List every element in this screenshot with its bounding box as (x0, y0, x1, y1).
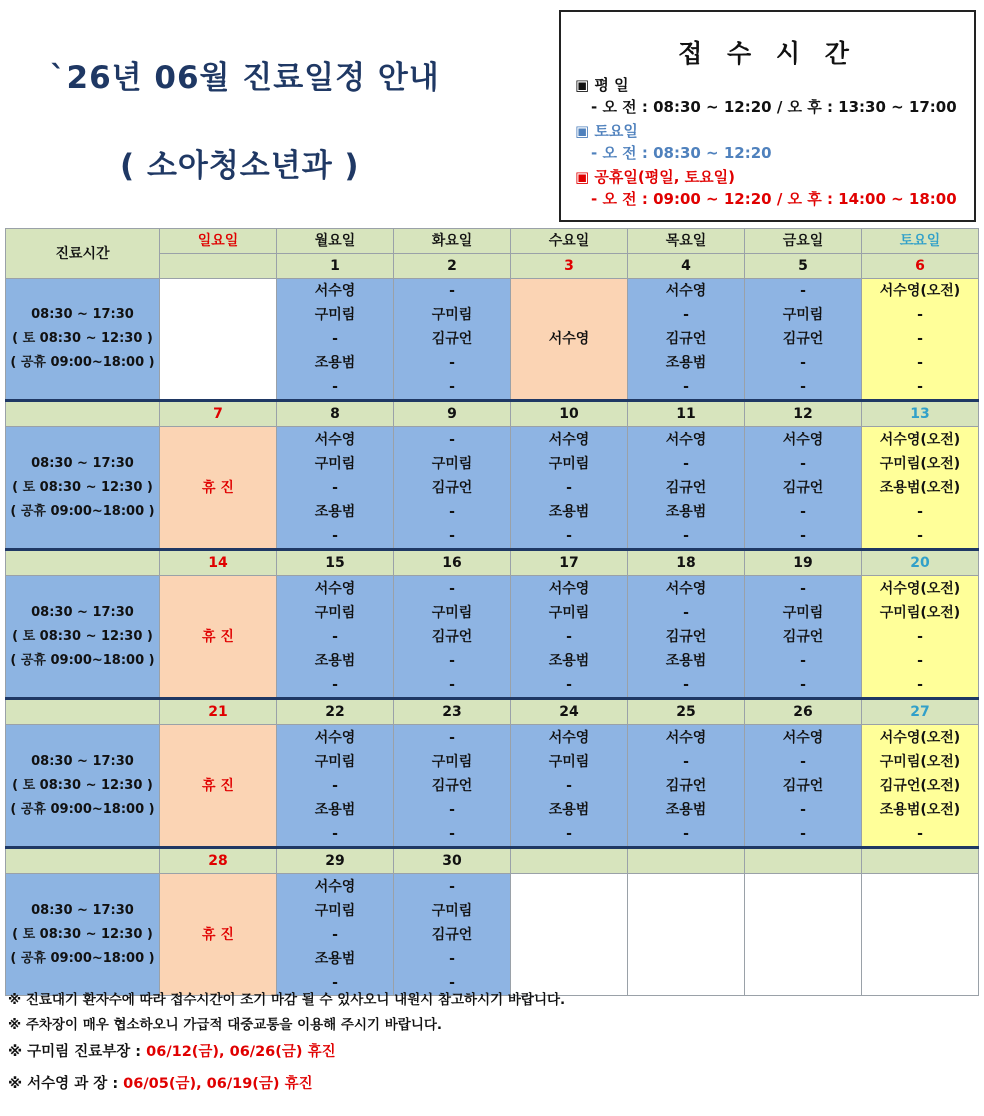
doctor-schedule-cell (394, 427, 511, 550)
no-doctor-mark: - (332, 331, 338, 347)
doctor-name: 서수영(오전) (879, 283, 961, 299)
doctor-name: 구미림 (314, 604, 356, 621)
doctor-name: 조용범 (548, 652, 590, 669)
doctor-name: 조용범 (314, 652, 356, 669)
no-doctor-mark: - (800, 527, 806, 544)
date-cell: 10 (511, 401, 628, 427)
no-doctor-mark: - (800, 379, 806, 395)
closed-day-cell (160, 874, 277, 996)
empty-day-cell (745, 874, 862, 996)
doctor-name: 구미림 (548, 604, 590, 621)
doctor-name: 조용범 (314, 801, 356, 818)
closed-label: 휴 진 (202, 479, 234, 496)
doctor-name: 조용범 (314, 355, 356, 371)
date-cell: 12 (745, 401, 862, 427)
no-doctor-mark: - (800, 676, 806, 693)
doctor-schedule-cell (277, 279, 394, 401)
date-cell: 9 (394, 401, 511, 427)
date-cell: 6 (862, 254, 979, 279)
no-doctor-mark: - (683, 455, 689, 472)
note-doctor-off-1-dates: 06/12(금), 06/26(금) 휴진 (146, 1044, 336, 1060)
note-doctor-off-2-dates: 06/05(금), 06/19(금) 휴진 (123, 1076, 313, 1092)
department-title: ( 소아청소년과 ) (120, 148, 360, 184)
date-cell: 2 (394, 254, 511, 279)
doctor-name: 구미림 (431, 307, 473, 323)
date-row-spacer (6, 848, 160, 874)
day-of-week-header: 일요일 (160, 229, 277, 254)
no-doctor-mark: - (449, 974, 455, 991)
doctor-name: 서수영 (665, 431, 707, 448)
doctor-schedule-cell (511, 279, 628, 401)
doctor-name: 구미림 (314, 902, 356, 919)
date-cell: 11 (628, 401, 745, 427)
doctor-schedule-cell (394, 279, 511, 401)
doctor-name: 구미림 (431, 604, 473, 621)
no-doctor-mark: - (683, 753, 689, 770)
clinic-hours-line: ( 공휴 09:00~18:00 ) (10, 950, 155, 966)
clinic-hours-line: 08:30 ~ 17:30 (31, 455, 134, 471)
doctor-name: 구미림 (548, 753, 590, 770)
day-of-week-header: 수요일 (511, 229, 628, 254)
no-doctor-mark: - (449, 825, 455, 842)
no-doctor-mark: - (800, 355, 806, 371)
no-doctor-mark: - (800, 580, 806, 597)
doctor-name: 조용범(오전) (879, 479, 961, 496)
doctor-schedule-cell (745, 427, 862, 550)
date-cell: 1 (277, 254, 394, 279)
doctor-name: 서수영 (314, 580, 356, 597)
date-cell (745, 848, 862, 874)
no-doctor-mark: - (332, 479, 338, 496)
no-doctor-mark: - (917, 503, 923, 520)
no-doctor-mark: - (800, 283, 806, 299)
doctor-schedule-cell (511, 427, 628, 550)
doctor-name: 구미림 (782, 604, 824, 621)
no-doctor-mark: - (332, 628, 338, 645)
doctor-schedule-cell (628, 725, 745, 848)
no-doctor-mark: - (332, 379, 338, 395)
no-doctor-mark: - (449, 283, 455, 299)
doctor-name: 김규언 (431, 479, 473, 496)
no-doctor-mark: - (917, 628, 923, 645)
schedule-calendar (5, 228, 979, 996)
no-doctor-mark: - (683, 307, 689, 323)
doctor-name: 김규언 (665, 777, 707, 794)
date-cell: 3 (511, 254, 628, 279)
doctor-name: 서수영 (314, 878, 356, 895)
holiday-hours: - 오 전 : 09:00 ~ 12:20 / 오 후 : 14:00 ~ 18:00 (591, 190, 957, 208)
no-doctor-mark: - (332, 527, 338, 544)
clinic-hours-line: ( 공휴 09:00~18:00 ) (10, 801, 155, 817)
doctor-schedule-cell (277, 576, 394, 699)
date-cell: 30 (394, 848, 511, 874)
date-cell: 26 (745, 699, 862, 725)
clinic-hours-line: ( 토 08:30 ~ 12:30 ) (12, 331, 153, 346)
date-cell: 19 (745, 550, 862, 576)
no-doctor-mark: - (566, 527, 572, 544)
weekday-hours: - 오 전 : 08:30 ~ 12:20 / 오 후 : 13:30 ~ 17:00 (591, 98, 957, 116)
clinic-hours-cell (6, 874, 160, 996)
clinic-hours-line: ( 공휴 09:00~18:00 ) (10, 503, 155, 519)
no-doctor-mark: - (449, 580, 455, 597)
no-doctor-mark: - (566, 628, 572, 645)
no-doctor-mark: - (683, 676, 689, 693)
no-doctor-mark: - (917, 307, 923, 323)
doctor-schedule-cell (745, 576, 862, 699)
no-doctor-mark: - (449, 431, 455, 448)
no-doctor-mark: - (449, 355, 455, 371)
date-cell: 28 (160, 848, 277, 874)
empty-day-cell (511, 874, 628, 996)
doctor-schedule-cell (277, 725, 394, 848)
doctor-name: 서수영 (314, 729, 356, 746)
doctor-name: 서수영 (782, 729, 824, 746)
saturday-hours: - 오 전 : 08:30 ~ 12:20 (591, 144, 772, 162)
no-doctor-mark: - (332, 777, 338, 794)
no-doctor-mark: - (332, 825, 338, 842)
doctor-name: 조용범 (548, 503, 590, 520)
doctor-name: 서수영 (548, 580, 590, 597)
no-doctor-mark: - (917, 527, 923, 544)
closed-day-cell (160, 725, 277, 848)
doctor-schedule-cell (862, 576, 979, 699)
clinic-hours-line: ( 토 08:30 ~ 12:30 ) (12, 479, 153, 495)
no-doctor-mark: - (449, 503, 455, 520)
note-waiting: ※ 진료대기 환자수에 따라 접수시간이 조기 마감 될 수 있사오니 내원시 참고하시기 바랍니다. (8, 992, 566, 1008)
doctor-name: 조용범 (665, 801, 707, 818)
doctor-name: 구미림 (314, 753, 356, 770)
doctor-schedule-cell (628, 427, 745, 550)
clinic-hours-line: 08:30 ~ 17:30 (31, 307, 134, 322)
doctor-name: 김규언 (782, 777, 824, 794)
doctor-name: 조용범 (665, 355, 707, 371)
doctor-name: 구미림 (548, 455, 590, 472)
note-doctor-off-2-label: ※ 서수영 과 장 : (8, 1076, 124, 1092)
doctor-name: 김규언 (431, 628, 473, 645)
date-cell: 27 (862, 699, 979, 725)
no-doctor-mark: - (449, 729, 455, 746)
no-doctor-mark: - (800, 455, 806, 472)
doctor-name: 조용범 (665, 503, 707, 520)
doctor-name: 조용범(오전) (879, 801, 961, 818)
date-cell (862, 848, 979, 874)
note-doctor-off-1-label: ※ 구미림 진료부장 : (8, 1044, 147, 1060)
doctor-name: 김규언 (431, 777, 473, 794)
doctor-name: 김규언 (665, 479, 707, 496)
doctor-schedule-cell (511, 576, 628, 699)
note-doctor-off-1 (8, 1040, 336, 1061)
date-cell: 24 (511, 699, 628, 725)
no-doctor-mark: - (566, 676, 572, 693)
no-doctor-mark: - (683, 825, 689, 842)
doctor-name: 김규언 (665, 628, 707, 645)
no-doctor-mark: - (332, 926, 338, 943)
date-row-spacer (6, 401, 160, 427)
doctor-name: 조용범 (314, 950, 356, 967)
doctor-name: 서수영(오전) (879, 431, 961, 448)
clinic-hours-cell (6, 725, 160, 848)
no-doctor-mark: - (566, 777, 572, 794)
doctor-name: 구미림 (314, 455, 356, 472)
day-of-week-header: 목요일 (628, 229, 745, 254)
day-of-week-header: 월요일 (277, 229, 394, 254)
doctor-name: 김규언 (431, 331, 473, 347)
no-doctor-mark: - (917, 379, 923, 395)
no-doctor-mark: - (800, 652, 806, 669)
date-cell: 29 (277, 848, 394, 874)
doctor-name: 서수영 (548, 431, 590, 448)
clinic-hours-line: ( 토 08:30 ~ 12:30 ) (12, 777, 153, 793)
date-cell (160, 254, 277, 279)
doctor-name: 김규언 (782, 628, 824, 645)
doctor-name: 김규언 (782, 479, 824, 496)
doctor-schedule-cell (277, 874, 394, 996)
no-doctor-mark: - (800, 825, 806, 842)
doctor-schedule-cell (394, 725, 511, 848)
day-of-week-header: 금요일 (745, 229, 862, 254)
no-doctor-mark: - (800, 503, 806, 520)
doctor-schedule-cell (862, 279, 979, 401)
closed-label: 휴 진 (202, 628, 234, 645)
no-doctor-mark: - (683, 379, 689, 395)
closed-label: 휴 진 (202, 926, 234, 943)
no-doctor-mark: - (332, 974, 338, 991)
note-parking: ※ 주차장이 매우 협소하오니 가급적 대중교통을 이용해 주시기 바랍니다. (8, 1017, 443, 1033)
doctor-name: 서수영(오전) (879, 729, 961, 746)
doctor-name: 김규언 (665, 331, 707, 347)
date-cell: 16 (394, 550, 511, 576)
clinic-hours-line: ( 토 08:30 ~ 12:30 ) (12, 926, 153, 942)
doctor-schedule-cell (862, 427, 979, 550)
date-cell: 17 (511, 550, 628, 576)
clinic-hours-line: 08:30 ~ 17:30 (31, 902, 134, 918)
no-doctor-mark: - (917, 652, 923, 669)
doctor-schedule-cell (394, 874, 511, 996)
doctor-name: 서수영 (314, 431, 356, 448)
doctor-name: 구미림(오전) (879, 604, 961, 621)
no-doctor-mark: - (917, 825, 923, 842)
doctor-schedule-cell (511, 725, 628, 848)
doctor-name: 서수영 (314, 283, 356, 299)
no-doctor-mark: - (449, 676, 455, 693)
clinic-hours-line: ( 공휴 09:00~18:00 ) (10, 652, 155, 668)
no-doctor-mark: - (683, 527, 689, 544)
date-cell: 21 (160, 699, 277, 725)
no-doctor-mark: - (917, 331, 923, 347)
date-row-spacer (6, 550, 160, 576)
doctor-name: 구미림 (431, 753, 473, 770)
date-cell: 5 (745, 254, 862, 279)
doctor-name: 구미림 (431, 902, 473, 919)
no-doctor-mark: - (449, 950, 455, 967)
page-title: `26년 06월 진료일정 안내 (50, 60, 440, 96)
doctor-name: 구미림(오전) (879, 753, 961, 770)
empty-day-cell (160, 279, 277, 401)
no-doctor-mark: - (449, 527, 455, 544)
date-cell: 18 (628, 550, 745, 576)
clinic-hours-cell (6, 279, 160, 401)
doctor-name: 조용범 (665, 652, 707, 669)
doctor-name: 김규언(오전) (879, 777, 961, 794)
no-doctor-mark: - (683, 604, 689, 621)
closed-day-cell (160, 427, 277, 550)
doctor-name: 김규언 (431, 926, 473, 943)
doctor-name: 구미림 (782, 307, 824, 323)
doctor-name: 구미림 (431, 455, 473, 472)
doctor-name: 조용범 (548, 801, 590, 818)
weekday-label: ▣ 평 일 (575, 76, 629, 94)
doctor-name: 서수영 (665, 580, 707, 597)
date-cell: 13 (862, 401, 979, 427)
date-cell: 23 (394, 699, 511, 725)
no-doctor-mark: - (332, 676, 338, 693)
no-doctor-mark: - (800, 801, 806, 818)
clinic-hours-line: 08:30 ~ 17:30 (31, 753, 134, 769)
doctor-schedule-cell (628, 279, 745, 401)
clinic-hours-cell (6, 427, 160, 550)
doctor-name: 서수영 (548, 729, 590, 746)
date-cell: 22 (277, 699, 394, 725)
saturday-label: ▣ 토요일 (575, 122, 638, 140)
doctor-name: 서수영 (665, 729, 707, 746)
no-doctor-mark: - (566, 479, 572, 496)
doctor-name: 김규언 (782, 331, 824, 347)
doctor-name: 서수영 (782, 431, 824, 448)
doctor-name: 서수영 (548, 331, 590, 347)
date-cell: 15 (277, 550, 394, 576)
doctor-schedule-cell (745, 725, 862, 848)
no-doctor-mark: - (917, 676, 923, 693)
reception-hours-box (559, 10, 976, 222)
clinic-hours-line: 08:30 ~ 17:30 (31, 604, 134, 620)
no-doctor-mark: - (449, 878, 455, 895)
doctor-schedule-cell (628, 576, 745, 699)
no-doctor-mark: - (917, 355, 923, 371)
doctor-name: 서수영 (665, 283, 707, 299)
doctor-schedule-cell (745, 279, 862, 401)
date-cell: 8 (277, 401, 394, 427)
date-cell: 14 (160, 550, 277, 576)
no-doctor-mark: - (449, 801, 455, 818)
clinic-hours-line: ( 토 08:30 ~ 12:30 ) (12, 628, 153, 644)
closed-label: 휴 진 (202, 777, 234, 794)
doctor-name: 구미림 (314, 307, 356, 323)
doctor-name: 조용범 (314, 503, 356, 520)
empty-day-cell (862, 874, 979, 996)
note-doctor-off-2 (8, 1072, 313, 1093)
holiday-label: ▣ 공휴일(평일, 토요일) (575, 168, 735, 186)
date-cell: 4 (628, 254, 745, 279)
date-row-spacer (6, 699, 160, 725)
closed-day-cell (160, 576, 277, 699)
day-of-week-header: 토요일 (862, 229, 979, 254)
no-doctor-mark: - (566, 825, 572, 842)
doctor-name: 서수영(오전) (879, 580, 961, 597)
date-cell (628, 848, 745, 874)
reception-title: 접 수 시 간 (678, 39, 857, 68)
clinic-hours-cell (6, 576, 160, 699)
day-of-week-header: 화요일 (394, 229, 511, 254)
no-doctor-mark: - (449, 652, 455, 669)
empty-day-cell (628, 874, 745, 996)
doctor-name: 구미림(오전) (879, 455, 961, 472)
no-doctor-mark: - (800, 753, 806, 770)
date-cell: 20 (862, 550, 979, 576)
clinic-hours-line: ( 공휴 09:00~18:00 ) (10, 355, 155, 370)
date-cell: 25 (628, 699, 745, 725)
date-cell (511, 848, 628, 874)
doctor-schedule-cell (277, 427, 394, 550)
hours-header: 진료시간 (6, 229, 160, 279)
date-cell: 7 (160, 401, 277, 427)
doctor-schedule-cell (862, 725, 979, 848)
no-doctor-mark: - (449, 379, 455, 395)
doctor-schedule-cell (394, 576, 511, 699)
